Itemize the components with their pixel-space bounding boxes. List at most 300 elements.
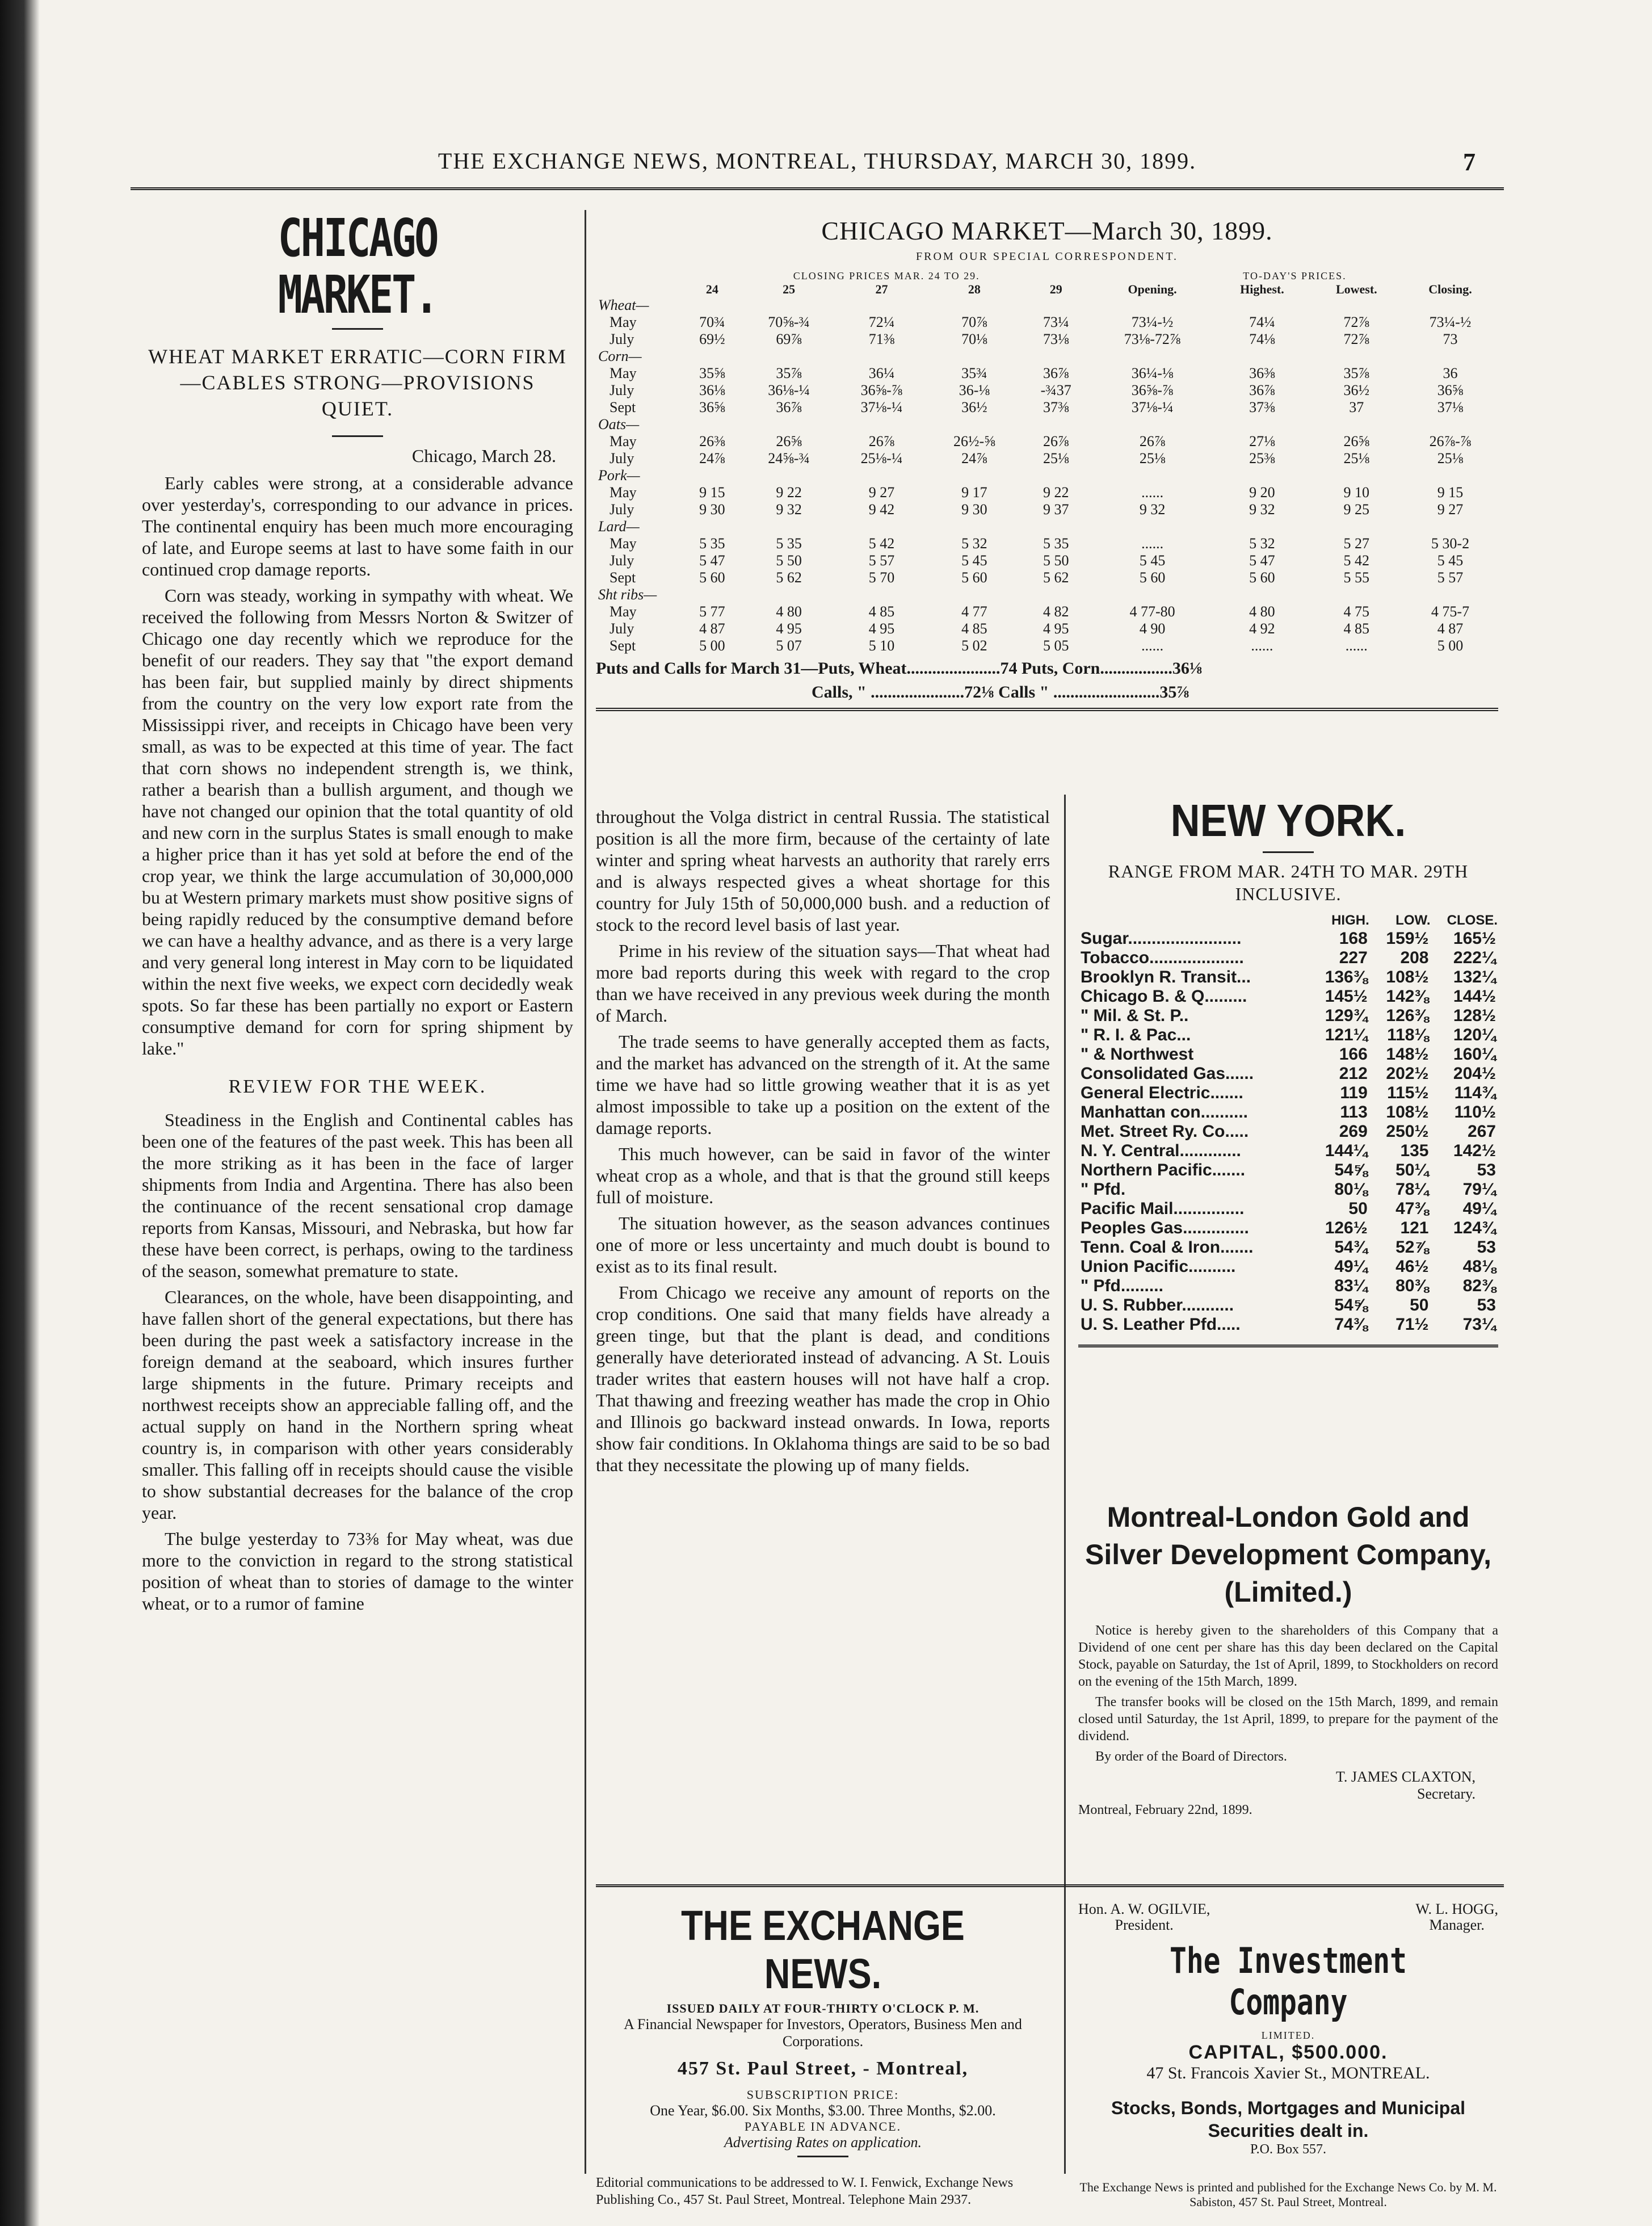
low-header: LOW. — [1395, 913, 1431, 928]
ad-advertising: Advertising Rates on application. — [724, 2134, 922, 2151]
stock-high: 269 — [1339, 1122, 1368, 1141]
puts-line: Puts and Calls for March 31—Puts, Wheat......................74 Puts, Corn.................36⅛ — [596, 659, 1203, 678]
price-cell: 4 82 — [1043, 603, 1069, 620]
price-cell: 25⅜ — [1249, 450, 1275, 467]
table-row — [596, 433, 1498, 450]
price-cell: 24⅝-¾ — [768, 450, 810, 467]
stock-close: 142½ — [1453, 1141, 1496, 1160]
price-cell: 25⅛ — [1043, 450, 1069, 467]
month-label: July — [609, 450, 634, 467]
article-paragraph: From Chicago we receive any amount of reports on the crop conditions. One said that many fields have already a green tinge, but that the plant is dead, and conditions generally have deteriorated instead of advancing. A St. Louis trader writes that eastern houses will not have half a crop. That thawing and freezing weather has made the crop in Ohio and Illinois go backward instead onwards. In Iowa, reports show fair conditions. In Oklahoma things are said to be so bad that they necessitate the plowing up of many fields. — [596, 1282, 1050, 1475]
stock-name: Brooklyn R. Transit... — [1081, 968, 1251, 986]
stock-close: 53 — [1477, 1238, 1496, 1257]
article-paragraph: This much however, can be said in favor of the winter wheat crop as a whole, and that is that the ground still keeps full of moisture. — [596, 1144, 1050, 1207]
price-cell: 5 62 — [776, 569, 802, 586]
price-cell: 5 42 — [868, 535, 895, 552]
stock-close: 165½ — [1453, 929, 1496, 948]
chicago-market-headline: CHICAGO MARKET. — [278, 208, 438, 325]
price-cell: 5 32 — [1249, 535, 1275, 552]
month-label: May — [609, 484, 637, 501]
investment-company-ad — [1078, 1901, 1498, 2210]
table-row — [596, 450, 1498, 467]
table-row — [596, 331, 1498, 348]
closing-prices-label: CLOSING PRICES MAR. 24 TO 29. — [793, 270, 980, 282]
notice-date: Montreal, February 22nd, 1899. — [1078, 1803, 1252, 1817]
price-cell: 37 — [1349, 399, 1364, 415]
price-cell: 5 45 — [1437, 552, 1464, 569]
price-cell: 4 85 — [1343, 620, 1370, 637]
limited-label: LIMITED. — [1261, 2030, 1315, 2041]
price-cell: 37⅜ — [1043, 399, 1069, 415]
price-cell: 5 42 — [1343, 552, 1370, 569]
dividend-notice — [1078, 1498, 1498, 1818]
price-table-body — [596, 297, 1498, 654]
price-cell: 73⅛-72⅞ — [1124, 331, 1181, 347]
commodity-name: Pork— — [598, 467, 640, 484]
price-cell: 5 50 — [1043, 552, 1069, 569]
stock-low: 46½ — [1395, 1257, 1429, 1276]
stock-name: U. S. Leather Pfd..... — [1081, 1315, 1241, 1334]
stock-row — [1078, 948, 1498, 968]
price-cell: 9 15 — [1437, 484, 1464, 501]
commodity-group-row — [596, 416, 1498, 433]
price-cell: 73¼-½ — [1131, 314, 1174, 330]
table-row — [596, 365, 1498, 382]
price-cell: 5 35 — [1043, 535, 1069, 552]
notice-signatory: T. JAMES CLAXTON, — [1335, 1769, 1476, 1785]
price-cell: 4 95 — [868, 620, 895, 637]
column-header: 29 — [1049, 282, 1062, 296]
new-york-range: RANGE FROM MAR. 24TH TO MAR. 29TH INCLUSIVE. — [1108, 861, 1469, 904]
price-cell: 37⅜ — [1249, 399, 1275, 415]
price-cell: 4 80 — [1249, 603, 1275, 620]
article-paragraph: Prime in his review of the situation says—That wheat had more bad reports during this week with regard to the crop than we have received in any previous week during the month of March. — [596, 940, 1050, 1026]
stock-high: 166 — [1339, 1045, 1368, 1064]
notice-title: Montreal-London Gold and Silver Development Company, (Limited.) — [1085, 1501, 1491, 1608]
stock-low: 80⅜ — [1395, 1276, 1429, 1295]
month-label: Sept — [609, 569, 636, 586]
price-cell: 36⅝-⅞ — [1131, 382, 1174, 398]
month-label: July — [609, 382, 634, 398]
stock-name: U. S. Rubber........... — [1081, 1296, 1234, 1314]
stock-high: 212 — [1339, 1064, 1368, 1083]
price-cell: 9 27 — [1437, 501, 1464, 518]
page-number: 7 — [1463, 148, 1476, 176]
price-cell: 69½ — [699, 331, 725, 347]
price-cell: 26⅞-⅞ — [1429, 433, 1472, 450]
price-cell: 5 60 — [1249, 569, 1275, 586]
commodity-name: Corn— — [598, 348, 642, 364]
month-label: July — [609, 552, 634, 569]
price-cell: 9 32 — [1139, 501, 1166, 518]
price-cell: 72⅞ — [1343, 314, 1370, 330]
middle-column — [596, 806, 1050, 1480]
stock-close: 124¾ — [1453, 1219, 1496, 1237]
stock-high: 50 — [1348, 1199, 1368, 1218]
ad-prices: One Year, $6.00. Six Months, $3.00. Three Months, $2.00. — [650, 2102, 996, 2119]
table-row — [596, 399, 1498, 416]
stock-row — [1078, 1103, 1498, 1122]
stock-name: Chicago B. & Q......... — [1081, 987, 1247, 1006]
price-cell: 25⅛ — [1139, 450, 1166, 467]
month-label: July — [609, 501, 634, 518]
stock-close: 267 — [1467, 1122, 1496, 1141]
price-cell: 72⅞ — [1343, 331, 1370, 347]
table-row — [596, 620, 1498, 637]
stock-close: 110½ — [1454, 1103, 1496, 1122]
price-cell: 74⅛ — [1249, 331, 1275, 347]
month-label: May — [609, 314, 637, 330]
stock-row — [1078, 1026, 1498, 1045]
publisher-note: The Exchange News is printed and published for the Exchange News Co. by M. M. Sabiston, 457 St. Paul Street, Montreal. — [1079, 2180, 1497, 2209]
price-cell: 26⅝ — [776, 433, 802, 450]
stock-high: 144¼ — [1325, 1141, 1368, 1160]
price-cell: 5 55 — [1343, 569, 1370, 586]
stock-high: 168 — [1339, 929, 1368, 948]
stock-low: 115½ — [1387, 1083, 1429, 1102]
stock-close: 49¼ — [1462, 1199, 1496, 1218]
table-row — [596, 552, 1498, 569]
price-cell: ...... — [1141, 535, 1164, 552]
stock-low: 126⅜ — [1386, 1006, 1429, 1025]
column-header: Opening. — [1128, 282, 1177, 296]
dateline: Chicago, March 28. — [411, 446, 556, 466]
price-cell: 9 15 — [699, 484, 725, 501]
officer-right-title: Manager. — [1429, 1917, 1485, 1933]
price-cell: 26½-⅝ — [953, 433, 995, 450]
stock-low: 78¼ — [1395, 1180, 1429, 1199]
stock-name: Pacific Mail............... — [1081, 1199, 1245, 1218]
price-cell: 27⅛ — [1249, 433, 1275, 450]
stock-row — [1078, 968, 1498, 987]
commodity-name: Wheat— — [598, 297, 649, 313]
stock-row — [1078, 1045, 1498, 1064]
new-york-section — [1078, 795, 1498, 1347]
price-cell: 5 30-2 — [1431, 535, 1470, 552]
short-rule — [332, 435, 383, 437]
stock-close: 132¼ — [1453, 968, 1496, 986]
stock-close: 53 — [1477, 1161, 1496, 1179]
stock-low: 148½ — [1386, 1045, 1429, 1064]
stock-low: 108½ — [1386, 1103, 1429, 1122]
table-row — [596, 535, 1498, 552]
price-cell: 4 90 — [1139, 620, 1166, 637]
price-cell: 36⅛ — [699, 382, 725, 398]
month-label: May — [609, 535, 637, 552]
price-cell: 5 70 — [868, 569, 895, 586]
masthead-rule — [131, 187, 1504, 190]
price-cell: 9 17 — [961, 484, 987, 501]
stock-name: " & Northwest — [1081, 1045, 1194, 1064]
price-cell: 9 32 — [776, 501, 802, 518]
price-cell: 26⅞ — [1139, 433, 1166, 450]
company-address: 47 St. Francois Xavier St., MONTREAL. — [1146, 2064, 1430, 2082]
stock-low: 71½ — [1395, 1315, 1429, 1334]
stock-row — [1078, 1276, 1498, 1296]
left-column — [142, 210, 573, 1619]
price-cell: 25⅛-¼ — [860, 450, 903, 467]
newspaper-page — [131, 114, 1504, 2209]
price-cell: 9 22 — [1043, 484, 1069, 501]
price-cell: 5 47 — [1249, 552, 1275, 569]
price-cell: 9 20 — [1249, 484, 1275, 501]
new-york-headline: NEW YORK. — [1170, 795, 1406, 846]
price-cell: 24⅞ — [961, 450, 987, 467]
stock-row — [1078, 1296, 1498, 1315]
price-cell: 26⅞ — [1043, 433, 1069, 450]
commodity-name: Lard— — [598, 518, 640, 535]
price-cell: 5 32 — [961, 535, 987, 552]
stock-low: 108½ — [1386, 968, 1429, 986]
officers — [1078, 1901, 1498, 1933]
column-header: 27 — [875, 282, 888, 296]
price-cell: 36⅞ — [1249, 382, 1275, 398]
price-cell: 36 — [1443, 365, 1458, 381]
price-cell: 71⅜ — [868, 331, 895, 347]
stock-name: General Electric....... — [1081, 1083, 1243, 1102]
article-paragraph: The trade seems to have generally accepted them as facts, and the market has advanced on the strength of it. At the same time we have had so little growing weather that it is as yet almost impossible to take up a position on the extent of the damage reports. — [596, 1031, 1050, 1138]
stock-close: 79¼ — [1462, 1180, 1496, 1199]
stock-low: 208 — [1400, 948, 1429, 967]
price-cell: 36⅜ — [1249, 365, 1275, 381]
stock-low: 121 — [1400, 1219, 1429, 1237]
stock-name: Northern Pacific....... — [1081, 1161, 1246, 1179]
stock-low: 202½ — [1386, 1064, 1429, 1083]
price-cell: 5 45 — [961, 552, 987, 569]
close-header: CLOSE. — [1447, 913, 1498, 928]
stock-high: 54⅝ — [1334, 1161, 1368, 1179]
stock-high: 54¾ — [1334, 1238, 1368, 1257]
stock-name: Union Pacific.......... — [1081, 1257, 1236, 1276]
new-york-table — [1078, 912, 1498, 1334]
stock-row — [1078, 1238, 1498, 1257]
price-cell: 36⅝ — [1437, 382, 1464, 398]
price-cell: 5 60 — [1139, 569, 1166, 586]
column-header: Closing. — [1428, 282, 1472, 296]
investment-company-name: The Investment Company — [1169, 1940, 1407, 2023]
review-paragraph: Clearances, on the whole, have been disappointing, and have fallen short of the general expectations, but there has been during the past week a satisfactory increase in the foreign demand at the seaboard, which insures further large shipments in the future. Primary receipts and northwest receipts show an appreciable falling off, and the actual supply on hand in the Northern spring wheat country is, in comparison with other years considerably smaller. This falling off in receipts should cause the visible to show substantial decreases for the balance of the crop year. — [142, 1287, 573, 1523]
price-cell: 72¼ — [868, 314, 895, 330]
stock-close: 114¾ — [1454, 1083, 1496, 1102]
stock-close: 120¼ — [1453, 1026, 1496, 1044]
stock-close: 82⅜ — [1462, 1276, 1496, 1295]
calls-line: Calls, " ......................72⅛ Calls " .........................35⅞ — [812, 683, 1189, 702]
column-divider — [1064, 795, 1066, 2174]
month-label: July — [609, 331, 634, 347]
review-paragraph: Steadiness in the English and Continental cables has been one of the features of the past week. This has been all the more striking as it has been in the face of larger shipments from India and Argentina. There has also been the continuance of the recent sensational crop damage reports from Kansas, Missouri, and Nebraska, but how far these have been correct, is perhaps, owing to the tardiness of the season, somewhat premature to state. — [142, 1110, 573, 1281]
stock-row — [1078, 1083, 1498, 1103]
price-cell: 36⅛-¼ — [768, 382, 810, 398]
stock-name: N. Y. Central............. — [1081, 1141, 1241, 1160]
table-row — [596, 484, 1498, 501]
commodity-group-row — [596, 348, 1498, 365]
column-divider — [585, 210, 586, 2174]
stock-high: 113 — [1340, 1103, 1368, 1122]
stock-low: 47⅜ — [1395, 1199, 1429, 1218]
price-cell: 5 47 — [699, 552, 725, 569]
article-paragraph: The situation however, as the season advances continues one of more or less uncertainty and much doubt is bound to exist as to its final result. — [596, 1213, 1050, 1276]
price-cell: 36⅞ — [1043, 365, 1069, 381]
stock-row — [1078, 1141, 1498, 1161]
price-cell: 37⅛-¼ — [860, 399, 903, 415]
stock-high: 54⅝ — [1334, 1296, 1368, 1314]
stock-row — [1078, 1006, 1498, 1026]
stock-high: 126½ — [1325, 1219, 1368, 1237]
month-label: Sept — [609, 399, 636, 415]
price-cell: 36¼-⅛ — [1131, 365, 1174, 381]
price-cell: 5 57 — [868, 552, 895, 569]
short-rule — [797, 2156, 848, 2157]
price-cell: ...... — [1141, 637, 1164, 654]
commodity-group-row — [596, 518, 1498, 535]
notice-signatory-title: Secretary. — [1417, 1786, 1476, 1802]
stock-high: 145½ — [1325, 987, 1368, 1006]
market-rule — [596, 708, 1498, 711]
table-row — [596, 501, 1498, 518]
price-cell: 26⅜ — [699, 433, 725, 450]
price-cell: 4 85 — [961, 620, 987, 637]
stock-name: " Mil. & St. P.. — [1081, 1006, 1189, 1025]
stock-row — [1078, 1064, 1498, 1083]
stock-name: Sugar........................ — [1081, 929, 1242, 948]
price-cell: 9 22 — [776, 484, 802, 501]
price-cell: 24⅞ — [699, 450, 725, 467]
price-cell: 25⅛ — [1343, 450, 1370, 467]
price-cell: -¾37 — [1040, 382, 1071, 398]
ad-tagline: A Financial Newspaper for Investors, Operators, Business Men and Corporations. — [624, 2016, 1022, 2049]
stock-high: 74⅜ — [1334, 1315, 1368, 1334]
price-cell: 4 75 — [1343, 603, 1370, 620]
stock-close: 144½ — [1453, 987, 1496, 1006]
review-paragraph: The bulge yesterday to 73⅜ for May wheat, was due more to the conviction in regard to the strong statistical position of wheat than to stories of damage to the winter wheat, or to a rumor of famine — [142, 1528, 573, 1614]
price-cell: 5 00 — [1437, 637, 1464, 654]
column-header-row — [596, 282, 1498, 297]
price-cell: 26⅝ — [1343, 433, 1370, 450]
price-cell: 5 77 — [699, 603, 725, 620]
column-header: 25 — [783, 282, 796, 296]
stock-name: Met. Street Ry. Co..... — [1081, 1122, 1249, 1141]
stock-name: Peoples Gas.............. — [1081, 1219, 1249, 1237]
price-cell: 4 92 — [1249, 620, 1275, 637]
price-cell: 4 77 — [961, 603, 987, 620]
stock-name: Tobacco.................... — [1081, 948, 1244, 967]
price-cell: 26⅞ — [868, 433, 895, 450]
price-cell: 4 95 — [1043, 620, 1069, 637]
ad-address: 457 St. Paul Street, - Montreal, — [677, 2058, 969, 2079]
price-cell: 70¾ — [699, 314, 725, 330]
price-cell: 35⅞ — [1343, 365, 1370, 381]
review-heading: REVIEW FOR THE WEEK. — [228, 1076, 487, 1097]
stock-row — [1078, 1161, 1498, 1180]
article-paragraph: Corn was steady, working in sympathy with wheat. We received the following from Messrs Norton & Switzer of Chicago one day recently which we reproduce for the benefit of our readers. They say that "the export demand has been fair, but supplied mainly by direct shipments from the country on the very low export rate from the Mississippi river, and receipts in Chicago have been very small, as was to be expected at this time of year. The fact that corn shows no independent strength is, we think, rather a bearish than a bullish argument, and though we have not changed our opinion that the total quantity of old and new corn in the surplus States is small enough to make a higher price than it has yet sold at before the end of the crop year, we think the large accumulation of 30,000,000 bu at Western primary markets must show positive signs of being rapidly reduced by the consumptive demand before we can have a healthy advance, and as there is a very large and very general long interest in May corn to be liquidated within the next five weeks, we expect corn decidedly weak spots. So far these has been partially no export or Eastern consumptive demand for corn for spring shipment by lake." — [142, 585, 573, 1059]
stock-close: 48⅛ — [1462, 1257, 1496, 1276]
price-cell: ...... — [1345, 637, 1368, 654]
stock-low: 250½ — [1386, 1122, 1429, 1141]
price-cell: 9 32 — [1249, 501, 1275, 518]
price-cell: 69⅞ — [776, 331, 802, 347]
column-header: Lowest. — [1335, 282, 1377, 296]
stock-row — [1078, 929, 1498, 948]
price-cell: 5 62 — [1043, 569, 1069, 586]
services: Stocks, Bonds, Mortgages and Municipal Securities dealt in. — [1111, 2098, 1466, 2141]
stock-high: 49¼ — [1334, 1257, 1368, 1276]
price-table — [596, 270, 1498, 654]
section-rule — [1078, 1345, 1498, 1347]
price-cell: 5 57 — [1437, 569, 1464, 586]
stock-row — [1078, 1315, 1498, 1334]
officer-left-title: President. — [1115, 1917, 1174, 1933]
stock-close: 128½ — [1453, 1006, 1496, 1025]
table-row — [596, 382, 1498, 399]
price-cell: 5 00 — [699, 637, 725, 654]
price-cell: 4 87 — [1437, 620, 1464, 637]
column-header: Highest. — [1240, 282, 1284, 296]
stock-name: " Pfd. — [1081, 1180, 1126, 1199]
stock-close: 160¼ — [1453, 1045, 1496, 1064]
high-header: HIGH. — [1331, 913, 1369, 928]
price-cell: 5 07 — [776, 637, 802, 654]
commodity-group-row — [596, 467, 1498, 484]
price-cell: 5 35 — [776, 535, 802, 552]
stock-name: Consolidated Gas...... — [1081, 1064, 1254, 1083]
ad-title: THE EXCHANGE NEWS. — [681, 1902, 965, 1997]
price-cell: 5 35 — [699, 535, 725, 552]
commodity-name: Sht ribs— — [598, 586, 657, 603]
stock-row — [1078, 1180, 1498, 1199]
price-cell: 73 — [1443, 331, 1458, 347]
price-cell: 4 95 — [776, 620, 802, 637]
stock-high: 129¾ — [1325, 1006, 1368, 1025]
stock-name: " R. I. & Pac... — [1081, 1026, 1191, 1044]
todays-prices-label: TO-DAY'S PRICES. — [1243, 270, 1347, 282]
price-cell: 70⅞ — [961, 314, 987, 330]
notice-paragraph: The transfer books will be closed on the 15th March, 1899, and remain closed until Saturday, the 1st April, 1899, to prepare for the payment of the dividend. — [1078, 1695, 1498, 1744]
price-cell: 73¼-½ — [1429, 314, 1472, 330]
stock-low: 135 — [1400, 1141, 1429, 1160]
ad-subscription-label: SUBSCRIPTION PRICE: — [746, 2088, 899, 2102]
price-cell: 37⅛ — [1437, 399, 1464, 415]
stock-name: Manhattan con.......... — [1081, 1103, 1249, 1122]
price-cell: ...... — [1141, 484, 1164, 501]
stock-close: 73¼ — [1462, 1315, 1496, 1334]
article-paragraph: throughout the Volga district in central Russia. The statistical position is all the more firm, because of the certainty of late winter and spring wheat harvests an authority that rarely errs and is always respected gives a wheat shortage for this country for July 15th of 50,000,000 bush. and a reduction of stock to the record level basis of last year. — [596, 807, 1050, 935]
price-cell: 5 02 — [961, 637, 987, 654]
column-header: 28 — [968, 282, 981, 296]
stock-name: " Pfd......... — [1081, 1276, 1163, 1295]
stock-low: 159½ — [1386, 929, 1429, 948]
price-cell: 37⅛-¼ — [1131, 399, 1174, 415]
officer-left: Hon. A. W. OGILVIE, — [1078, 1901, 1210, 1917]
price-cell: 4 75-7 — [1431, 603, 1470, 620]
notice-body — [1078, 1622, 1498, 1765]
price-cell: 36-⅛ — [959, 382, 990, 398]
price-cell: 9 30 — [699, 501, 725, 518]
price-cell: 73⅛ — [1043, 331, 1069, 347]
price-cell: 5 27 — [1343, 535, 1370, 552]
stock-row — [1078, 1122, 1498, 1141]
month-label: July — [609, 620, 634, 637]
chicago-market-subhead: WHEAT MARKET ERRATIC—CORN FIRM—CABLES STRONG—PROVISIONS QUIET. — [148, 345, 567, 420]
market-correspondent: FROM OUR SPECIAL CORRESPONDENT. — [916, 250, 1178, 263]
commodity-group-row — [596, 586, 1498, 603]
ad-issued: ISSUED DAILY AT FOUR-THIRTY O'CLOCK P. M. — [666, 2001, 980, 2015]
price-cell: 35¾ — [961, 365, 987, 381]
price-cell: 5 05 — [1043, 637, 1069, 654]
stock-low: 142⅜ — [1386, 987, 1429, 1006]
stock-high: 80⅛ — [1334, 1180, 1368, 1199]
stock-low: 50 — [1410, 1296, 1429, 1314]
price-cell: 36½ — [961, 399, 987, 415]
